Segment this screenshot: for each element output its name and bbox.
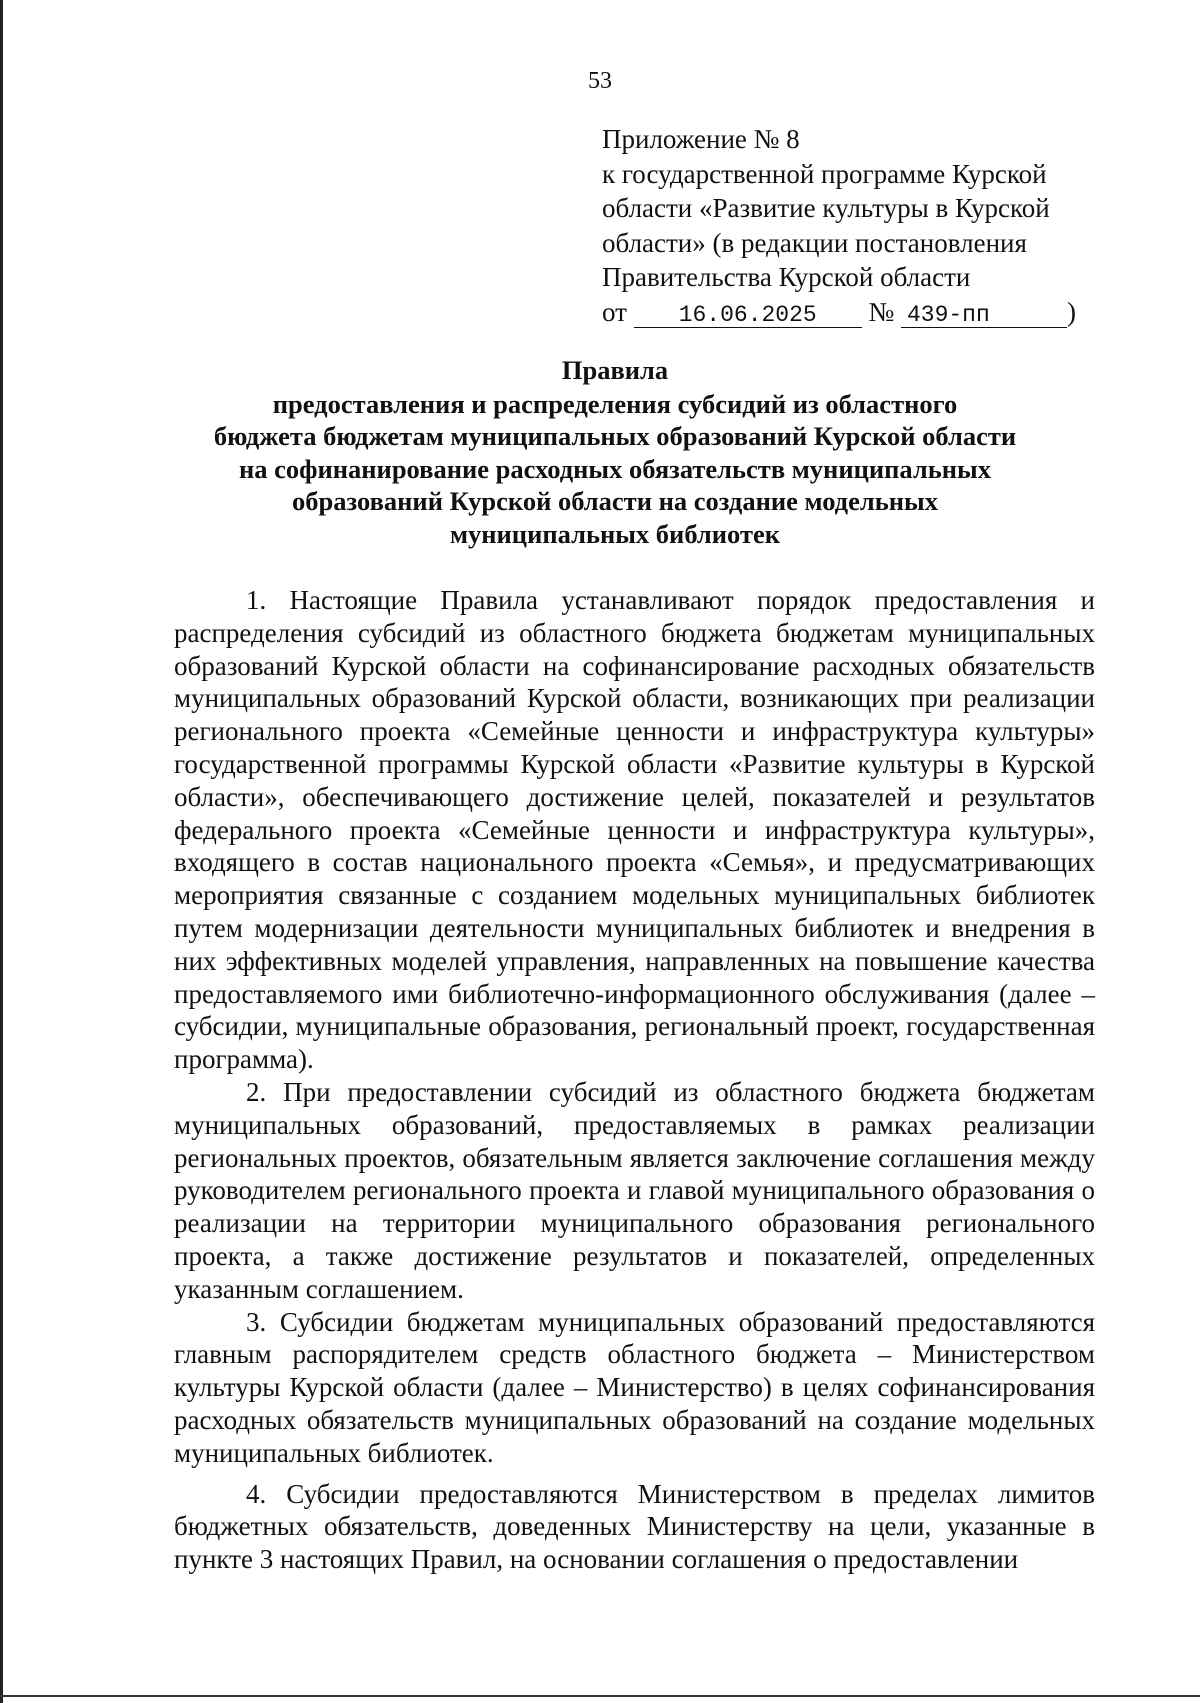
document-body	[174, 584, 1095, 1576]
paragraph-2: 2. При предоставлении субсидий из областного бюджета бюджетам муниципальных образований, предоставляемых в рамках реализации региональных проектов, обязательным является заключение соглашения между руководителем регионального проекта и главой муниципального образования о реализации на территории муниципального образования регионального проекта, а также достижение результатов и показателей, определенных указанным соглашением.	[174, 1076, 1095, 1304]
close-paren: )	[1066, 296, 1076, 327]
paragraph-3: 3. Субсидии бюджетам муниципальных образований предоставляются главным распорядителем средств областного бюджета – Министерством культуры Курской области (далее – Министерство) в целях софинансирования расходных обязательств муниципальных образований на создание модельных муниципальных библиотек.	[174, 1306, 1095, 1468]
date-field: 16.06.2025	[634, 303, 862, 328]
scan-edge-left	[0, 0, 3, 1703]
appendix-line: области» (в редакции постановления	[602, 227, 1027, 258]
appendix-line: Правительства Курской области	[602, 262, 971, 292]
from-label: от	[602, 296, 627, 327]
number-label: №	[868, 296, 895, 327]
title-line: образований Курской области на создание модельных	[292, 486, 938, 516]
document-title	[150, 354, 1080, 550]
paragraph-1: 1. Настоящие Правила устанавливают порядок предоставления и распределения субсидий из областного бюджета бюджетам муниципальных образований Курской области на софинансирование расходных обязательств муниципальных образований Курской области, возникающих при реализации регионального проекта «Семейные ценности и инфраструктура культуры» государственной программы Курской области «Развитие культуры в Курской области», обеспечивающего достижение целей, показателей и результатов федерального проекта «Семейные ценности и инфраструктура культуры», входящего в состав национального проекта «Семья», и предусматривающих мероприятия связанные с созданием модельных муниципальных библиотек путем модернизации деятельности муниципальных библиотек и внедрения в них эффективных моделей управления, направленных на повышение качества предоставляемого ими библиотечно-информационного обслуживания (далее – субсидии, муниципальные образования, региональный проект, государственная программа).	[174, 585, 1095, 1075]
appendix-date-line	[602, 295, 1102, 330]
appendix-line: Приложение № 8	[602, 124, 800, 154]
title-line: бюджета бюджетам муниципальных образований Курской области	[213, 421, 1017, 451]
appendix-line: к государственной программе Курской	[602, 158, 1047, 189]
page-number: 53	[588, 68, 612, 94]
title-line: муниципальных библиотек	[449, 518, 781, 549]
number-field: 439-пп	[901, 303, 1067, 328]
appendix-block	[602, 122, 1102, 329]
title-line: на софинанирование расходных обязательств муниципальных	[239, 453, 991, 484]
paragraph-4: 4. Субсидии предоставляются Министерством в пределах лимитов бюджетных обязательств, доведенных Министерству на цели, указанные в пункте 3 настоящих Правил, на основании соглашения о предоставлении	[174, 1478, 1095, 1575]
title-line: предоставления и распределения субсидий из областного	[272, 388, 958, 419]
appendix-line: области «Развитие культуры в Курской	[602, 193, 1050, 223]
scan-edge-bottom	[0, 1695, 1200, 1697]
title-main: Правила	[561, 355, 669, 385]
